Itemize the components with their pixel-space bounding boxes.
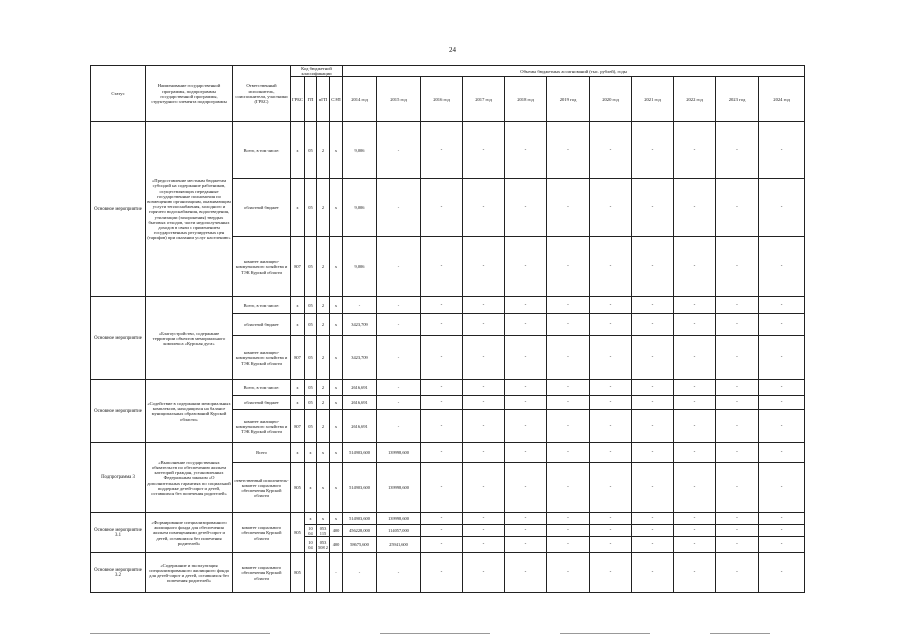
row-gp: х [305,463,317,513]
header-year: 2024 год [759,77,805,122]
row-value-year: - [463,336,505,380]
row-sep: х [330,314,343,336]
row-value-year: - [463,410,505,443]
row-executor: областной бюджет [233,314,291,336]
row-program: «Выполнение государственных обязательств по обеспечению жильем категорий граждан, установленных Федеральным законом «О дополнительных гарантиях по социальной поддержке детей-сирот и детей, оставшихся без попечения родителей» [146,443,233,513]
row-executor: комитет социального обеспечения Курской области [233,553,291,593]
row-value-year: - [759,237,805,297]
row-value-year: - [505,237,547,297]
row-status: Основное мероприятие [91,380,146,443]
row-executor: Всего, в том числе: [233,122,291,179]
row-value-year: - [759,525,805,537]
row-value-year: - [547,525,590,537]
row-grbs: х [291,396,305,410]
row-gp: х [305,443,317,463]
row-value-year: - [421,410,463,443]
row-value-year: - [590,237,632,297]
row-value-year: - [463,525,505,537]
header-year: 2015 год [377,77,421,122]
row-program: «Формирование специализированного жилищного фонда для обеспечения жильем помещениями детей-сирот и детей, оставшихся без попечения родителей» [146,513,233,553]
row-value-year: - [421,380,463,396]
row-value-2015: - [377,410,421,443]
row-value-year: - [421,237,463,297]
row-value-2014: 2616,691 [343,396,377,410]
row-grbs: х [291,179,305,237]
row-value-year: - [759,410,805,443]
row-value-year: - [547,513,590,525]
row-value-year: - [759,297,805,314]
row-gp: 05 [305,122,317,179]
row-value-year: - [505,513,547,525]
row-value-year: - [716,336,759,380]
row-pgp: 2 [317,314,330,336]
row-gp: 10 04 [305,537,317,553]
row-value-year: - [421,297,463,314]
row-executor: Всего, в том числе: [233,297,291,314]
row-value-year: - [590,443,632,463]
row-sep: х [330,179,343,237]
row-value-year: - [547,314,590,336]
row-value-year: - [716,525,759,537]
row-sep: х [330,513,343,525]
row-value-year: - [674,537,716,553]
row-value-year: - [421,463,463,513]
row-program: «Содержание и эксплуатация специализированного жилищного фонда для детей-сирот и детей, оставшихся без попечения родителей» [146,553,233,593]
row-sep: х [330,237,343,297]
row-value-2015: - [377,380,421,396]
budget-table [90,65,805,593]
row-value-year: - [674,463,716,513]
header-year: 2020 год [590,77,632,122]
row-value-year: - [716,179,759,237]
row-value-2015: 139998,600 [377,443,421,463]
row-value-year: - [590,553,632,593]
row-gp: 05 [305,380,317,396]
header-volume-group: Объемы бюджетных ассигнований (тыс. рублей), годы [343,66,805,77]
header-year: 2016 год [421,77,463,122]
row-value-2015: - [377,237,421,297]
row-value-2014: 2616,691 [343,380,377,396]
row-value-year: - [759,463,805,513]
row-value-year: - [547,410,590,443]
row-value-year: - [547,237,590,297]
scan-artifact-line [380,633,490,634]
table-row [91,122,805,179]
row-value-year: - [547,336,590,380]
row-value-year: - [632,380,674,396]
header-status: Статус [91,66,146,122]
row-value-2014: 3423,709 [343,336,377,380]
header-year: 2017 год [463,77,505,122]
row-value-year: - [716,297,759,314]
row-value-year: - [716,443,759,463]
row-value-year: - [463,537,505,553]
row-value-year: - [632,237,674,297]
row-value-year: - [632,179,674,237]
header-year: 2022 год [674,77,716,122]
row-grbs: 807 [291,336,305,380]
row-value-year: - [716,410,759,443]
row-value-year: - [421,553,463,593]
row-status: Основное мероприятие 3.2 [91,553,146,593]
row-value-2015: 139998,600 [377,513,421,525]
row-value-year: - [505,122,547,179]
row-value-year: - [590,525,632,537]
row-value-2014: 9,006 [343,122,377,179]
row-value-year: - [632,537,674,553]
row-pgp: 2 [317,122,330,179]
row-executor: комитет социального обеспечения Курской области [233,513,291,553]
row-value-year: - [421,336,463,380]
row-value-year: - [590,513,632,525]
row-sep: х [330,297,343,314]
row-value-year: - [547,122,590,179]
row-value-year: - [547,179,590,237]
row-value-year: - [632,336,674,380]
table-row [91,380,805,396]
row-value-year: - [632,314,674,336]
row-sep: х [330,380,343,396]
row-value-year: - [505,537,547,553]
row-value-year: - [716,396,759,410]
row-value-year: - [421,537,463,553]
row-value-2015: - [377,297,421,314]
row-pgp [317,553,330,593]
row-sep: х [330,463,343,513]
row-executor: областной бюджет [233,179,291,237]
header-code-col: пГП [317,77,330,122]
header-year: 2018 год [505,77,547,122]
row-pgp: 2 [317,179,330,237]
row-value-year: - [759,380,805,396]
row-value-year: - [421,525,463,537]
row-program: «Благоустройство, содержание территории объектов мемориального комплекса «Курская дуга» [146,297,233,380]
row-status: Подпрограмма 3 [91,443,146,513]
row-value-year: - [547,463,590,513]
row-value-year: - [674,410,716,443]
row-value-year: - [505,380,547,396]
row-value-year: - [421,443,463,463]
row-executor: комитет жилищно-коммунального хозяйства и ТЭК Курской области [233,410,291,443]
row-pgp: 053 115 [317,525,330,537]
row-value-year: - [716,380,759,396]
header-year: 2019 год [547,77,590,122]
row-value-year: - [759,396,805,410]
row-gp: 05 [305,237,317,297]
scan-artifact-line [560,633,650,634]
row-gp: 05 [305,336,317,380]
row-grbs: х [291,122,305,179]
row-grbs: х [291,380,305,396]
row-value-year: - [590,179,632,237]
row-value-year: - [463,513,505,525]
row-value-year: - [505,179,547,237]
row-value-2015: 139998,600 [377,463,421,513]
row-value-year: - [463,380,505,396]
row-value-2014: 9,006 [343,237,377,297]
row-value-year: - [590,396,632,410]
header-year: 2023 год [716,77,759,122]
row-pgp: 2 [317,396,330,410]
row-value-2015: - [377,553,421,593]
row-value-2015: - [377,122,421,179]
row-value-year: - [463,463,505,513]
row-value-year: - [632,410,674,443]
row-program: «Содействие в содержании мемориальных комплексов, находящихся на балансе муниципальных образований Курской области» [146,380,233,443]
row-value-2015: - [377,179,421,237]
row-executor: Всего, в том числе: [233,380,291,396]
header-code-group: Код бюджетной классификации [291,66,343,77]
row-value-year: - [505,410,547,443]
row-value-year: - [759,122,805,179]
row-value-2014: - [343,553,377,593]
row-value-2015: - [377,336,421,380]
row-value-year: - [590,122,632,179]
row-value-year: - [505,443,547,463]
table-row [91,553,805,593]
row-executor: ответственный исполнитель- комитет социального обеспечения Курской области [233,463,291,513]
row-value-2015: - [377,396,421,410]
row-value-year: - [547,443,590,463]
row-grbs: х [291,443,305,463]
row-value-year: - [716,314,759,336]
row-value-year: - [421,314,463,336]
row-value-year: - [716,537,759,553]
row-value-year: - [505,463,547,513]
row-value-year: - [674,553,716,593]
row-value-year: - [674,314,716,336]
header-year: 2021 год [632,77,674,122]
row-value-2014: 514903,600 [343,463,377,513]
row-program: «Предоставление местным бюджетам субсидий на содержание работников, осуществляющих переданные государственные полномочия по возмещению организациям, оказывающим услуги теплоснабжения, холодного и горячего водоснабжения, водоотведения, утилизации (захоронения) твердых бытовых отходов, части недополученных доходов в связи с применением государственных регулируемых цен (тарифов) при оказании услуг населению» [146,122,233,297]
row-value-year: - [547,380,590,396]
row-value-year: - [505,336,547,380]
row-sep: - [330,553,343,593]
row-value-year: - [590,410,632,443]
row-value-year: - [590,297,632,314]
row-value-year: - [463,314,505,336]
row-value-year: - [674,443,716,463]
header-code-col: ГП [305,77,317,122]
row-sep: х [330,410,343,443]
page-number: 24 [449,46,456,54]
row-value-year: - [547,553,590,593]
row-executor: областной бюджет [233,396,291,410]
row-value-year: - [632,513,674,525]
row-grbs: 805 [291,463,305,513]
row-value-year: - [463,179,505,237]
row-value-2014: 514903,600 [343,513,377,525]
row-value-2015: - [377,314,421,336]
row-value-year: - [632,463,674,513]
row-value-year: - [674,513,716,525]
row-value-year: - [463,237,505,297]
row-value-year: - [759,314,805,336]
header-executor: Ответственный исполнитель, соисполнители, участники (ГРБС) [233,66,291,122]
row-value-year: - [759,553,805,593]
row-gp: 05 [305,410,317,443]
row-gp: 05 [305,297,317,314]
row-value-year: - [632,122,674,179]
row-value-year: - [421,396,463,410]
table-row [91,443,805,463]
row-gp: 05 [305,314,317,336]
row-value-year: - [674,336,716,380]
table-row [91,513,805,525]
row-sep: х [330,336,343,380]
row-value-year: - [590,380,632,396]
row-pgp: 2 [317,297,330,314]
header-year: 2014 год [343,77,377,122]
row-value-year: - [759,537,805,553]
row-value-2015: 25941,600 [377,537,421,553]
row-value-year: - [505,314,547,336]
row-value-year: - [421,122,463,179]
row-grbs: 805 [291,513,305,553]
row-sep: 400 [330,525,343,537]
row-value-year: - [674,122,716,179]
row-gp [305,553,317,593]
row-pgp: х [317,463,330,513]
row-sep: х [330,122,343,179]
row-value-2014: 58675,600 [343,537,377,553]
row-value-year: - [759,443,805,463]
row-executor: комитет жилищно-коммунального хозяйства и ТЭК Курской области [233,336,291,380]
row-value-year: - [463,443,505,463]
row-value-2014: 3423,709 [343,314,377,336]
row-value-year: - [674,396,716,410]
row-gp: 10 04 [305,525,317,537]
row-pgp: х [317,443,330,463]
row-value-year: - [463,396,505,410]
row-gp: 05 [305,396,317,410]
row-executor: Всего [233,443,291,463]
row-grbs: 805 [291,553,305,593]
row-value-year: - [505,297,547,314]
row-value-year: - [674,297,716,314]
row-value-year: - [590,336,632,380]
row-value-year: - [632,443,674,463]
row-sep: х [330,396,343,410]
row-gp: х [305,513,317,525]
row-value-2014: 514903,600 [343,443,377,463]
row-value-year: - [759,179,805,237]
row-grbs: 807 [291,237,305,297]
table-row [91,297,805,314]
row-value-year: - [590,537,632,553]
row-gp: 05 [305,179,317,237]
row-value-year: - [547,396,590,410]
row-pgp: 2 [317,380,330,396]
row-value-year: - [716,553,759,593]
row-value-year: - [505,525,547,537]
row-grbs: х [291,314,305,336]
row-value-year: - [716,122,759,179]
row-value-year: - [674,380,716,396]
row-status: Основное мероприятие [91,122,146,297]
row-pgp: 2 [317,410,330,443]
row-grbs: х [291,297,305,314]
row-value-2014: 9,006 [343,179,377,237]
row-value-year: - [632,553,674,593]
row-value-year: - [716,237,759,297]
header-code-col: СЭП [330,77,343,122]
row-pgp: 2 [317,336,330,380]
row-value-year: - [421,179,463,237]
row-value-year: - [716,463,759,513]
row-value-year: - [590,463,632,513]
row-value-year: - [759,336,805,380]
row-grbs: 807 [291,410,305,443]
row-value-year: - [632,297,674,314]
row-value-year: - [463,122,505,179]
row-value-year: - [674,237,716,297]
row-value-2014: 456228,000 [343,525,377,537]
row-value-year: - [547,537,590,553]
row-value-year: - [632,396,674,410]
row-value-year: - [421,513,463,525]
row-pgp: 2 [317,237,330,297]
row-value-year: - [674,179,716,237]
header-program: Наименование государственной программы, подпрограммы государственной программы, структурного элемента подпрограммы [146,66,233,122]
row-value-year: - [547,297,590,314]
scan-artifact-line [90,633,270,634]
row-value-2014: 2616,691 [343,410,377,443]
row-pgp: 053 508 2 [317,537,330,553]
row-value-year: - [759,513,805,525]
row-value-year: - [463,553,505,593]
row-sep: 400 [330,537,343,553]
scan-artifact-line [710,633,770,634]
row-value-year: - [505,553,547,593]
row-value-year: - [716,513,759,525]
row-value-year: - [505,396,547,410]
row-value-year: - [590,314,632,336]
row-value-year: - [632,525,674,537]
row-sep: х [330,443,343,463]
row-executor: комитет жилищно-коммунального хозяйства и ТЭК Курской области [233,237,291,297]
row-value-year: - [674,525,716,537]
row-status: Основное мероприятие 3.1 [91,513,146,553]
row-value-2014: - [343,297,377,314]
header-code-col: ГРБС [291,77,305,122]
row-value-year: - [463,297,505,314]
row-status: Основное мероприятие [91,297,146,380]
row-pgp: х [317,513,330,525]
row-value-2015: 114057,000 [377,525,421,537]
